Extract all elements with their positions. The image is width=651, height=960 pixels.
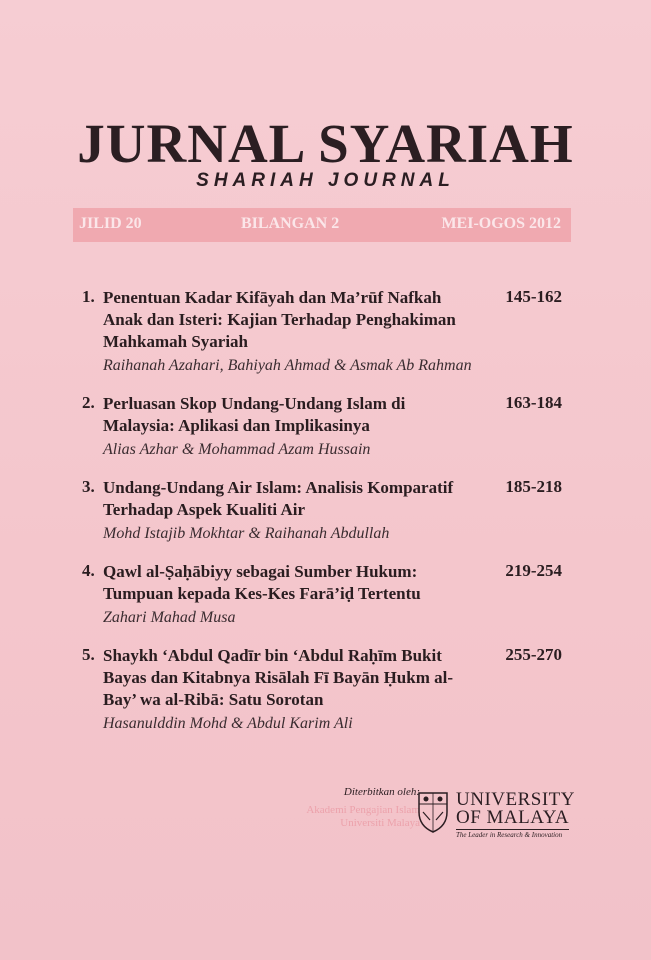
university-name-line2: OF MALAYA <box>456 807 570 828</box>
toc-number: 2. <box>82 393 95 412</box>
toc-number: 4. <box>82 561 95 580</box>
toc-pages: 255-270 <box>505 645 562 664</box>
toc-authors: Mohd Istajib Mokhtar & Raihanah Abdullah <box>103 525 390 542</box>
toc-pages: 163-184 <box>505 393 562 412</box>
publisher-label: Diterbitkan oleh: <box>343 786 420 798</box>
toc-number: 5. <box>82 645 95 664</box>
toc-pages: 185-218 <box>505 477 562 496</box>
university-name-line1: UNIVERSITY <box>456 789 575 810</box>
issue-period: MEI-OGOS 2012 <box>441 215 561 232</box>
toc-title: Undang-Undang Air Islam: Analisis Komparatif Terhadap Aspek Kualiti Air <box>103 478 454 519</box>
table-of-contents <box>82 287 572 751</box>
toc-title: Qawl al-Ṣaḥābiyy sebagai Sumber Hukum: Tumpuan kepada Kes-Kes Farā’iḍ Tertentu <box>103 562 421 603</box>
toc-item <box>82 287 572 377</box>
toc-item <box>82 393 572 461</box>
toc-authors: Alias Azhar & Mohammad Azam Hussain <box>103 441 371 458</box>
toc-item <box>82 561 572 629</box>
crest-icon <box>416 790 450 834</box>
toc-number: 1. <box>82 287 95 306</box>
toc-item <box>82 645 572 735</box>
publisher-name-line1: Akademi Pengajian Islam <box>306 804 420 816</box>
toc-authors: Raihanah Azahari, Bahiyah Ahmad & Asmak Ab Rahman <box>103 357 472 374</box>
toc-title: Shaykh ‘Abdul Qadīr bin ‘Abdul Raḥīm Bukit Bayas dan Kitabnya Risālah Fī Bayān Ḥukm al-Bay’ wa al-Ribā: Satu Sorotan <box>103 646 454 709</box>
toc-authors: Zahari Mahad Musa <box>103 609 236 626</box>
toc-item <box>82 477 572 545</box>
toc-number: 3. <box>82 477 95 496</box>
issue-band <box>73 208 571 242</box>
publisher-name-line2: Universiti Malaya <box>340 817 420 829</box>
toc-title: Perluasan Skop Undang-Undang Islam di Malaysia: Aplikasi dan Implikasinya <box>103 394 406 435</box>
toc-authors: Hasanulddin Mohd & Abdul Karim Ali <box>103 715 353 732</box>
toc-title: Penentuan Kadar Kifāyah dan Ma’rūf Nafkah Anak dan Isteri: Kajian Terhadap Penghakiman Mahkamah Syariah <box>103 288 456 351</box>
journal-subtitle: SHARIAH JOURNAL <box>196 170 455 191</box>
toc-pages: 145-162 <box>505 287 562 306</box>
toc-pages: 219-254 <box>505 561 562 580</box>
university-tagline: The Leader in Research & Innovation <box>456 831 563 839</box>
issue-number: BILANGAN 2 <box>241 215 340 232</box>
journal-title: JURNAL SYARIAH <box>77 113 574 174</box>
issue-volume: JILID 20 <box>79 215 142 232</box>
publisher-block <box>300 786 600 846</box>
